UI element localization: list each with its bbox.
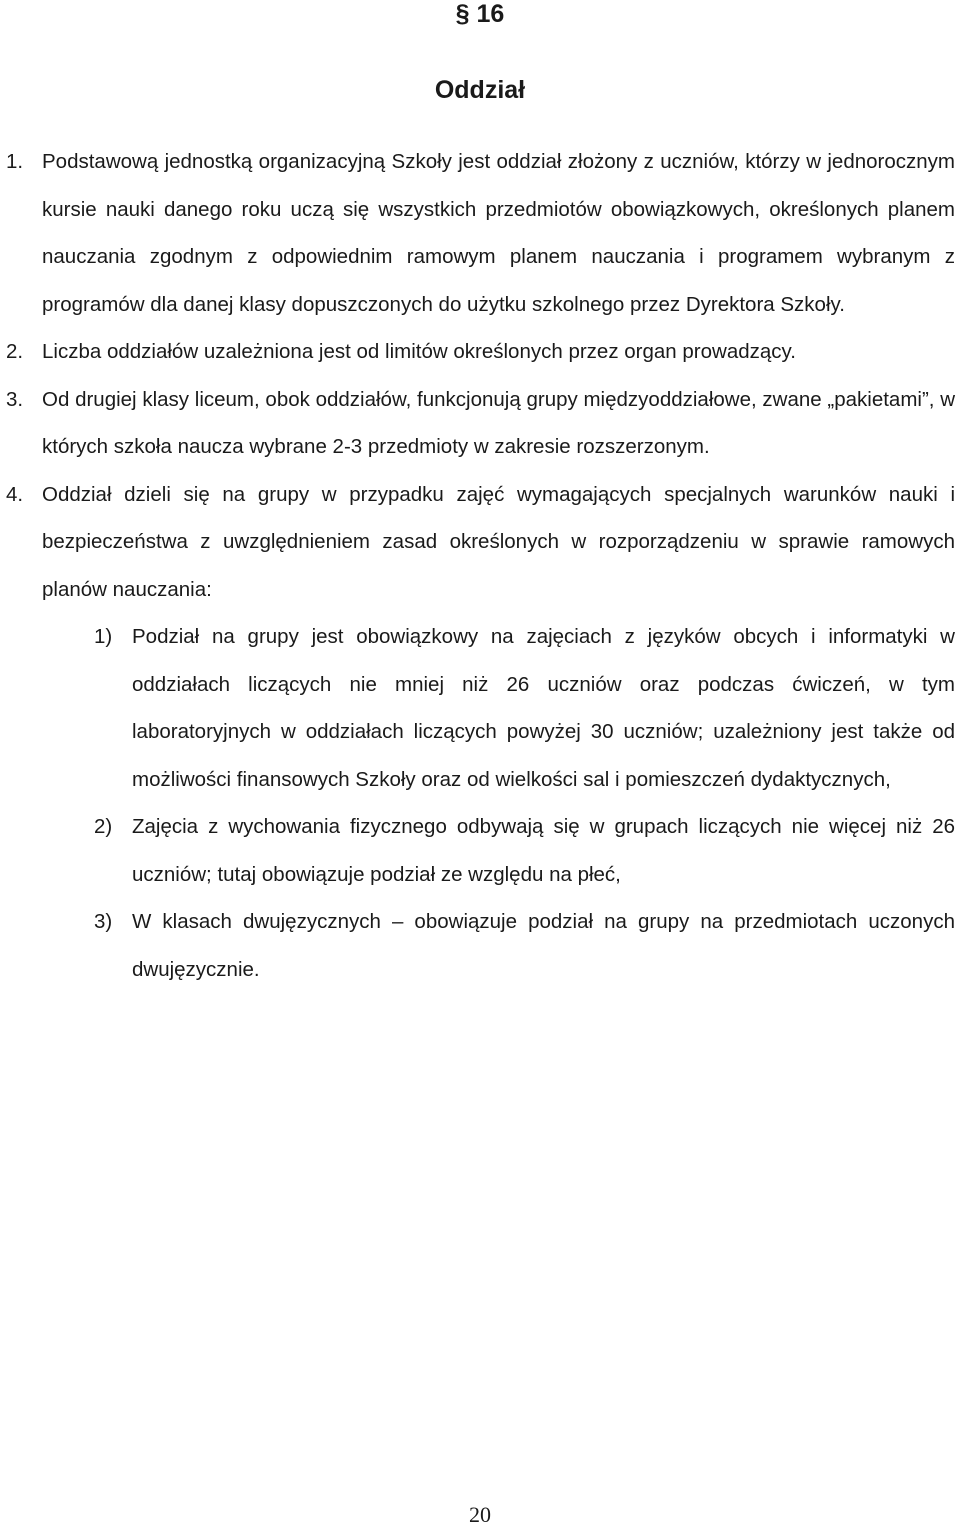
list-item-text: W klasach dwujęzycznych – obowiązuje podział na grupy na przedmiotach uczonych dwujęzycznie.: [132, 910, 955, 981]
paragraph-number: 1.: [6, 150, 24, 173]
group-division-list: [6, 613, 955, 993]
page-number: 20: [469, 1502, 491, 1527]
paragraph-text: Podstawową jednostką organizacyjną Szkoły jest oddział złożony z uczniów, którzy w jednorocznym kursie nauki danego roku uczą się wszystkich przedmiotów obowiązkowych, określonych planem nauczania zgodnym z odpowiednim ramowym planem nauczania i programem wybranym z programów dla danej klasy dopuszczonych do użytku szkolnego przez Dyrektora Szkoły.: [42, 150, 955, 316]
list-item-number: 3): [94, 910, 113, 933]
paragraph-text: Liczba oddziałów uzależniona jest od limitów określonych przez organ prowadzący.: [42, 340, 796, 363]
paragraph-number: 2.: [6, 340, 24, 363]
section-number: § 16: [455, 0, 505, 28]
list-item: [94, 898, 955, 993]
paragraph-3: [6, 376, 955, 471]
list-item-text: Podział na grupy jest obowiązkowy na zajęciach z języków obcych i informatyki w oddziałach liczących nie mniej niż 26 uczniów oraz podczas ćwiczeń, w tym laboratoryjnych w oddziałach liczących powyżej 30 uczniów; uzależniony jest także od możliwości finansowych Szkoły oraz od wielkości sal i pomieszczeń dydaktycznych,: [132, 625, 955, 791]
paragraph-number: 4.: [6, 482, 24, 506]
paragraph-2: [6, 328, 955, 376]
paragraph-1: [6, 138, 955, 328]
list-item: [94, 803, 955, 898]
paragraph-text: Od drugiej klasy liceum, obok oddziałów, funkcjonują grupy międzyoddziałowe, zwane „pakietami”, w których szkoła naucza wybrane 2-3 przedmioty w zakresie rozszerzonym.: [42, 387, 955, 458]
section-content: [6, 138, 955, 993]
paragraph-4: [6, 471, 955, 614]
list-item: [94, 613, 955, 803]
list-item-text: Zajęcia z wychowania fizycznego odbywają się w grupach liczących nie więcej niż 26 uczniów; tutaj obowiązuje podział ze względu na płeć,: [132, 815, 955, 886]
paragraph-number: 3.: [6, 387, 24, 411]
list-item-number: 2): [94, 815, 113, 838]
section-title: Oddział: [434, 76, 526, 104]
paragraph-text: Oddział dzieli się na grupy w przypadku zajęć wymagających specjalnych warunków nauki i bezpieczeństwa z uwzględnieniem zasad określonych w rozporządzeniu w sprawie ramowych planów nauczania:: [42, 482, 955, 601]
list-item-number: 1): [94, 625, 113, 648]
